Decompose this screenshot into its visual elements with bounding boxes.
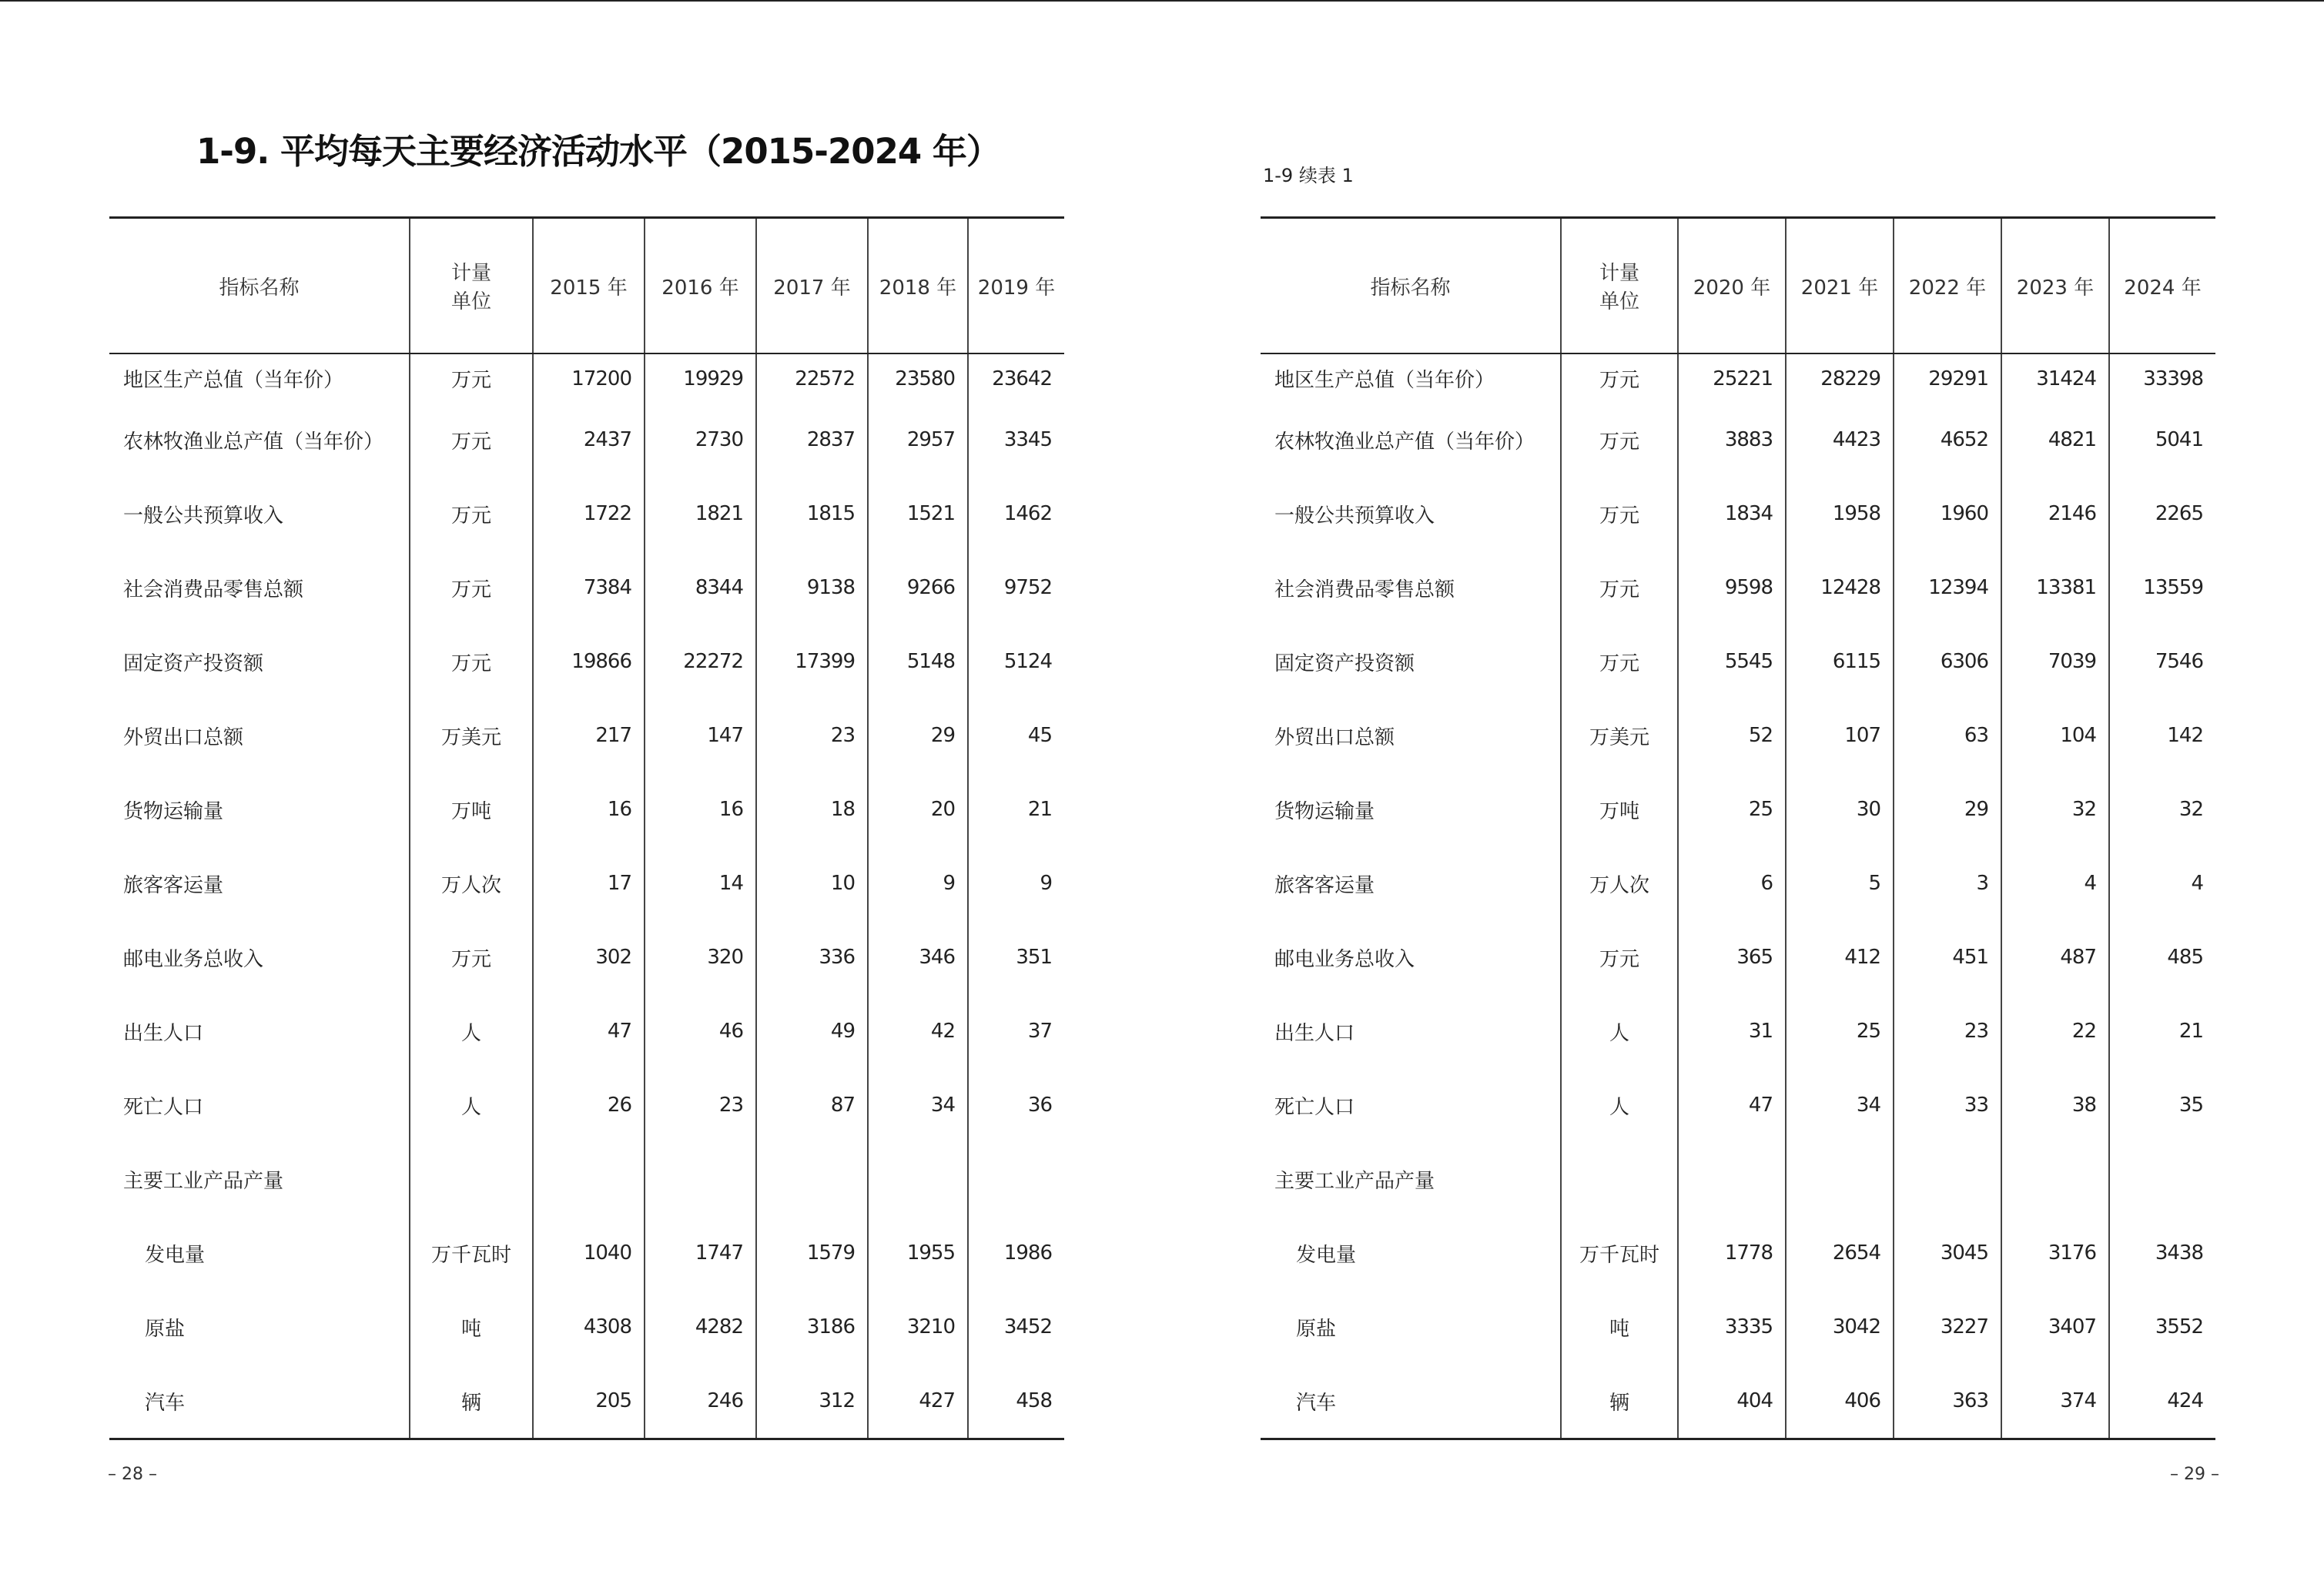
unit-cell: 人 [1561, 994, 1678, 1068]
value-cell: 351 [968, 920, 1064, 994]
top-border-line [0, 0, 2324, 2]
value-cell: 7384 [533, 551, 645, 625]
value-cell: 3438 [2109, 1216, 2215, 1290]
value-cell: 3227 [1894, 1290, 2001, 1364]
indicator-name-cell: 地区生产总值（当年价） [1274, 369, 1495, 392]
unit-cell: 万元 [1561, 920, 1678, 994]
value-cell: 9 [968, 846, 1064, 920]
table-row [1261, 403, 2215, 477]
indicator-name-cell: 邮电业务总收入 [123, 947, 264, 971]
value-cell: 1747 [645, 1216, 756, 1290]
value-cell: 33 [1894, 1068, 2001, 1142]
value-cell: 49 [756, 994, 868, 1068]
value-cell: 246 [645, 1364, 756, 1439]
indicator-name-cell: 一般公共预算收入 [1274, 504, 1435, 528]
table-row [109, 994, 1064, 1068]
value-cell: 32 [2109, 772, 2215, 846]
value-cell: 104 [2001, 699, 2109, 772]
header-unit-line2: 单位 [1599, 290, 1639, 313]
value-cell [645, 1142, 756, 1216]
value-cell: 4282 [645, 1290, 756, 1364]
unit-cell [410, 1142, 533, 1216]
value-cell: 28229 [1786, 353, 1894, 403]
indicator-name-cell: 地区生产总值（当年价） [123, 369, 344, 392]
value-cell: 5148 [868, 625, 968, 699]
value-cell [2109, 1142, 2215, 1216]
unit-cell [1561, 1142, 1678, 1216]
table-row [109, 920, 1064, 994]
value-cell: 2654 [1786, 1216, 1894, 1290]
header-unit-line1: 计量 [1599, 262, 1639, 285]
value-cell: 5545 [1678, 625, 1786, 699]
value-cell: 336 [756, 920, 868, 994]
value-cell: 2730 [645, 403, 756, 477]
value-cell: 9598 [1678, 551, 1786, 625]
table-row [109, 1290, 1064, 1364]
value-cell: 1834 [1678, 477, 1786, 551]
value-cell: 23642 [968, 353, 1064, 403]
table-row [109, 1364, 1064, 1439]
unit-cell: 万元 [1561, 353, 1678, 403]
value-cell: 14 [645, 846, 756, 920]
value-cell: 1521 [868, 477, 968, 551]
value-cell: 4 [2001, 846, 2109, 920]
value-cell: 30 [1786, 772, 1894, 846]
value-cell: 3452 [968, 1290, 1064, 1364]
value-cell: 4652 [1894, 403, 2001, 477]
indicator-name-cell: 社会消费品零售总额 [123, 578, 304, 601]
value-cell: 6306 [1894, 625, 2001, 699]
value-cell: 10 [756, 846, 868, 920]
value-cell: 22 [2001, 994, 2109, 1068]
table-row [1261, 1216, 2215, 1290]
indicator-name-cell: 出生人口 [1274, 1021, 1355, 1045]
value-cell: 147 [645, 699, 756, 772]
indicator-name-cell: 汽车 [1296, 1391, 1337, 1415]
value-cell: 302 [533, 920, 645, 994]
table-row [1261, 1290, 2215, 1364]
table-row [109, 477, 1064, 551]
value-cell: 3883 [1678, 403, 1786, 477]
table-row [1261, 1364, 2215, 1439]
value-cell: 107 [1786, 699, 1894, 772]
value-cell: 205 [533, 1364, 645, 1439]
value-cell: 26 [533, 1068, 645, 1142]
value-cell: 22572 [756, 353, 868, 403]
value-cell: 36 [968, 1068, 1064, 1142]
value-cell: 31 [1678, 994, 1786, 1068]
value-cell [1786, 1142, 1894, 1216]
table-row [1261, 551, 2215, 625]
value-cell: 406 [1786, 1364, 1894, 1439]
indicator-name-cell: 邮电业务总收入 [1274, 947, 1415, 971]
unit-cell: 万元 [410, 920, 533, 994]
value-cell: 34 [1786, 1068, 1894, 1142]
value-cell: 32 [2001, 772, 2109, 846]
value-cell: 29291 [1894, 353, 2001, 403]
value-cell: 3 [1894, 846, 2001, 920]
table-header-row [109, 218, 1064, 354]
value-cell: 4 [2109, 846, 2215, 920]
unit-cell: 万人次 [410, 846, 533, 920]
unit-cell: 万吨 [1561, 772, 1678, 846]
table-row [109, 1068, 1064, 1142]
header-unit-line1: 计量 [450, 262, 491, 285]
unit-cell: 万千瓦时 [1561, 1216, 1678, 1290]
table-row [1261, 920, 2215, 994]
value-cell: 4821 [2001, 403, 2109, 477]
unit-cell: 万美元 [1561, 699, 1678, 772]
value-cell: 25 [1678, 772, 1786, 846]
value-cell: 29 [1894, 772, 2001, 846]
value-cell: 458 [968, 1364, 1064, 1439]
value-cell: 3335 [1678, 1290, 1786, 1364]
header-year: 2018 年 [868, 218, 968, 354]
table-header-row [1261, 218, 2215, 354]
table-row [109, 772, 1064, 846]
header-indicator-name: 指标名称 [1261, 218, 1561, 354]
header-year: 2019 年 [968, 218, 1064, 354]
value-cell: 2437 [533, 403, 645, 477]
value-cell: 42 [868, 994, 968, 1068]
value-cell: 46 [645, 994, 756, 1068]
value-cell: 29 [868, 699, 968, 772]
value-cell: 87 [756, 1068, 868, 1142]
header-unit [410, 218, 533, 354]
table-row [109, 846, 1064, 920]
value-cell: 487 [2001, 920, 2109, 994]
header-year: 2024 年 [2109, 218, 2215, 354]
value-cell: 5124 [968, 625, 1064, 699]
value-cell: 1960 [1894, 477, 2001, 551]
unit-cell: 吨 [1561, 1290, 1678, 1364]
value-cell: 3176 [2001, 1216, 2109, 1290]
value-cell: 17 [533, 846, 645, 920]
value-cell: 23 [756, 699, 868, 772]
table-row [109, 699, 1064, 772]
value-cell: 2146 [2001, 477, 2109, 551]
value-cell: 217 [533, 699, 645, 772]
value-cell: 1958 [1786, 477, 1894, 551]
value-cell: 5041 [2109, 403, 2215, 477]
value-cell: 7546 [2109, 625, 2215, 699]
value-cell: 21 [2109, 994, 2215, 1068]
left-data-table [109, 216, 1064, 1440]
value-cell: 412 [1786, 920, 1894, 994]
value-cell [1894, 1142, 2001, 1216]
unit-cell: 万元 [1561, 625, 1678, 699]
header-year: 2017 年 [756, 218, 868, 354]
value-cell: 34 [868, 1068, 968, 1142]
indicator-name-cell: 旅客客运量 [123, 873, 224, 897]
table-row [109, 1142, 1064, 1216]
value-cell: 1722 [533, 477, 645, 551]
indicator-name-cell: 原盐 [1296, 1317, 1337, 1341]
page-number-right: – 29 – [2170, 1465, 2219, 1484]
header-year: 2023 年 [2001, 218, 2109, 354]
header-year: 2016 年 [645, 218, 756, 354]
header-indicator-name: 指标名称 [109, 218, 410, 354]
value-cell: 18 [756, 772, 868, 846]
unit-cell: 万美元 [410, 699, 533, 772]
value-cell: 8344 [645, 551, 756, 625]
value-cell: 12394 [1894, 551, 2001, 625]
indicator-name-cell: 一般公共预算收入 [123, 504, 284, 528]
unit-cell: 万千瓦时 [410, 1216, 533, 1290]
indicator-name-cell: 发电量 [1296, 1243, 1357, 1267]
value-cell [868, 1142, 968, 1216]
indicator-name-cell: 死亡人口 [1274, 1095, 1355, 1119]
value-cell: 3407 [2001, 1290, 2109, 1364]
value-cell: 37 [968, 994, 1064, 1068]
value-cell: 16 [533, 772, 645, 846]
value-cell [533, 1142, 645, 1216]
value-cell: 52 [1678, 699, 1786, 772]
value-cell: 1462 [968, 477, 1064, 551]
table-row [1261, 477, 2215, 551]
indicator-name-cell: 农林牧渔业总产值（当年价） [123, 430, 384, 454]
value-cell [968, 1142, 1064, 1216]
value-cell: 320 [645, 920, 756, 994]
unit-cell: 万元 [410, 625, 533, 699]
value-cell: 3045 [1894, 1216, 2001, 1290]
value-cell: 4423 [1786, 403, 1894, 477]
value-cell: 485 [2109, 920, 2215, 994]
continued-table-label: 1-9 续表 1 [1263, 165, 1354, 186]
table-row [109, 353, 1064, 403]
value-cell: 1986 [968, 1216, 1064, 1290]
value-cell: 404 [1678, 1364, 1786, 1439]
indicator-name-cell: 出生人口 [123, 1021, 204, 1045]
value-cell: 3552 [2109, 1290, 2215, 1364]
value-cell: 19866 [533, 625, 645, 699]
value-cell: 31424 [2001, 353, 2109, 403]
value-cell: 2957 [868, 403, 968, 477]
value-cell: 63 [1894, 699, 2001, 772]
unit-cell: 万元 [1561, 403, 1678, 477]
indicator-name-cell: 原盐 [145, 1317, 186, 1341]
unit-cell: 万元 [1561, 551, 1678, 625]
value-cell: 5 [1786, 846, 1894, 920]
value-cell: 2265 [2109, 477, 2215, 551]
unit-cell: 万吨 [410, 772, 533, 846]
value-cell: 33398 [2109, 353, 2215, 403]
header-year: 2015 年 [533, 218, 645, 354]
value-cell: 23580 [868, 353, 968, 403]
indicator-name-cell: 汽车 [145, 1391, 186, 1415]
unit-cell: 万元 [410, 403, 533, 477]
value-cell: 3186 [756, 1290, 868, 1364]
header-unit-line2: 单位 [450, 290, 491, 313]
value-cell: 312 [756, 1364, 868, 1439]
indicator-name-cell: 旅客客运量 [1274, 873, 1375, 897]
value-cell: 3345 [968, 403, 1064, 477]
table-row [109, 1216, 1064, 1290]
indicator-name-cell: 固定资产投资额 [1274, 652, 1415, 675]
indicator-name-cell: 主要工业产品产量 [123, 1169, 284, 1193]
header-year: 2020 年 [1678, 218, 1786, 354]
indicator-name-cell: 发电量 [145, 1243, 206, 1267]
value-cell: 7039 [2001, 625, 2109, 699]
value-cell: 1821 [645, 477, 756, 551]
page-title: 1-9. 平均每天主要经济活动水平（2015-2024 年） [196, 131, 1000, 172]
value-cell: 47 [533, 994, 645, 1068]
table-row [1261, 846, 2215, 920]
table-row [109, 403, 1064, 477]
value-cell: 19929 [645, 353, 756, 403]
value-cell [1678, 1142, 1786, 1216]
value-cell: 6115 [1786, 625, 1894, 699]
unit-cell: 万元 [1561, 477, 1678, 551]
value-cell: 22272 [645, 625, 756, 699]
unit-cell: 万元 [410, 477, 533, 551]
value-cell: 13559 [2109, 551, 2215, 625]
value-cell: 12428 [1786, 551, 1894, 625]
value-cell: 45 [968, 699, 1064, 772]
unit-cell: 万元 [410, 353, 533, 403]
value-cell: 35 [2109, 1068, 2215, 1142]
indicator-name-cell: 外贸出口总额 [123, 725, 244, 749]
table-row [1261, 353, 2215, 403]
table-row [1261, 994, 2215, 1068]
indicator-name-cell: 外贸出口总额 [1274, 725, 1395, 749]
value-cell: 23 [645, 1068, 756, 1142]
unit-cell: 人 [410, 994, 533, 1068]
value-cell: 25 [1786, 994, 1894, 1068]
value-cell: 9 [868, 846, 968, 920]
value-cell: 9266 [868, 551, 968, 625]
value-cell: 17399 [756, 625, 868, 699]
value-cell: 4308 [533, 1290, 645, 1364]
value-cell: 346 [868, 920, 968, 994]
value-cell: 3210 [868, 1290, 968, 1364]
value-cell: 9752 [968, 551, 1064, 625]
value-cell: 38 [2001, 1068, 2109, 1142]
value-cell: 424 [2109, 1364, 2215, 1439]
unit-cell: 吨 [410, 1290, 533, 1364]
indicator-name-cell: 主要工业产品产量 [1274, 1169, 1435, 1193]
indicator-name-cell: 死亡人口 [123, 1095, 204, 1119]
indicator-name-cell: 农林牧渔业总产值（当年价） [1274, 430, 1535, 454]
indicator-name-cell: 货物运输量 [123, 799, 224, 823]
unit-cell: 人 [410, 1068, 533, 1142]
value-cell: 13381 [2001, 551, 2109, 625]
value-cell: 142 [2109, 699, 2215, 772]
value-cell: 374 [2001, 1364, 2109, 1439]
indicator-name-cell: 社会消费品零售总额 [1274, 578, 1455, 601]
value-cell: 2837 [756, 403, 868, 477]
indicator-name-cell: 固定资产投资额 [123, 652, 264, 675]
header-year: 2022 年 [1894, 218, 2001, 354]
unit-cell: 万元 [410, 551, 533, 625]
value-cell: 451 [1894, 920, 2001, 994]
indicator-name-cell: 货物运输量 [1274, 799, 1375, 823]
table-row [1261, 1142, 2215, 1216]
value-cell [2001, 1142, 2109, 1216]
value-cell: 6 [1678, 846, 1786, 920]
value-cell: 3042 [1786, 1290, 1894, 1364]
value-cell: 20 [868, 772, 968, 846]
value-cell: 1040 [533, 1216, 645, 1290]
header-unit [1561, 218, 1678, 354]
value-cell: 21 [968, 772, 1064, 846]
value-cell: 9138 [756, 551, 868, 625]
value-cell: 427 [868, 1364, 968, 1439]
value-cell [756, 1142, 868, 1216]
value-cell: 25221 [1678, 353, 1786, 403]
table-row [1261, 1068, 2215, 1142]
unit-cell: 万人次 [1561, 846, 1678, 920]
value-cell: 17200 [533, 353, 645, 403]
value-cell: 1955 [868, 1216, 968, 1290]
table-row [109, 625, 1064, 699]
value-cell: 1778 [1678, 1216, 1786, 1290]
value-cell: 16 [645, 772, 756, 846]
table-row [1261, 699, 2215, 772]
value-cell: 47 [1678, 1068, 1786, 1142]
unit-cell: 辆 [410, 1364, 533, 1439]
table-row [1261, 772, 2215, 846]
page-number-left: – 28 – [108, 1465, 157, 1484]
header-year: 2021 年 [1786, 218, 1894, 354]
value-cell: 365 [1678, 920, 1786, 994]
table-row [1261, 625, 2215, 699]
right-data-table [1261, 216, 2215, 1440]
unit-cell: 人 [1561, 1068, 1678, 1142]
value-cell: 1815 [756, 477, 868, 551]
value-cell: 1579 [756, 1216, 868, 1290]
unit-cell: 辆 [1561, 1364, 1678, 1439]
value-cell: 363 [1894, 1364, 2001, 1439]
table-row [109, 551, 1064, 625]
value-cell: 23 [1894, 994, 2001, 1068]
